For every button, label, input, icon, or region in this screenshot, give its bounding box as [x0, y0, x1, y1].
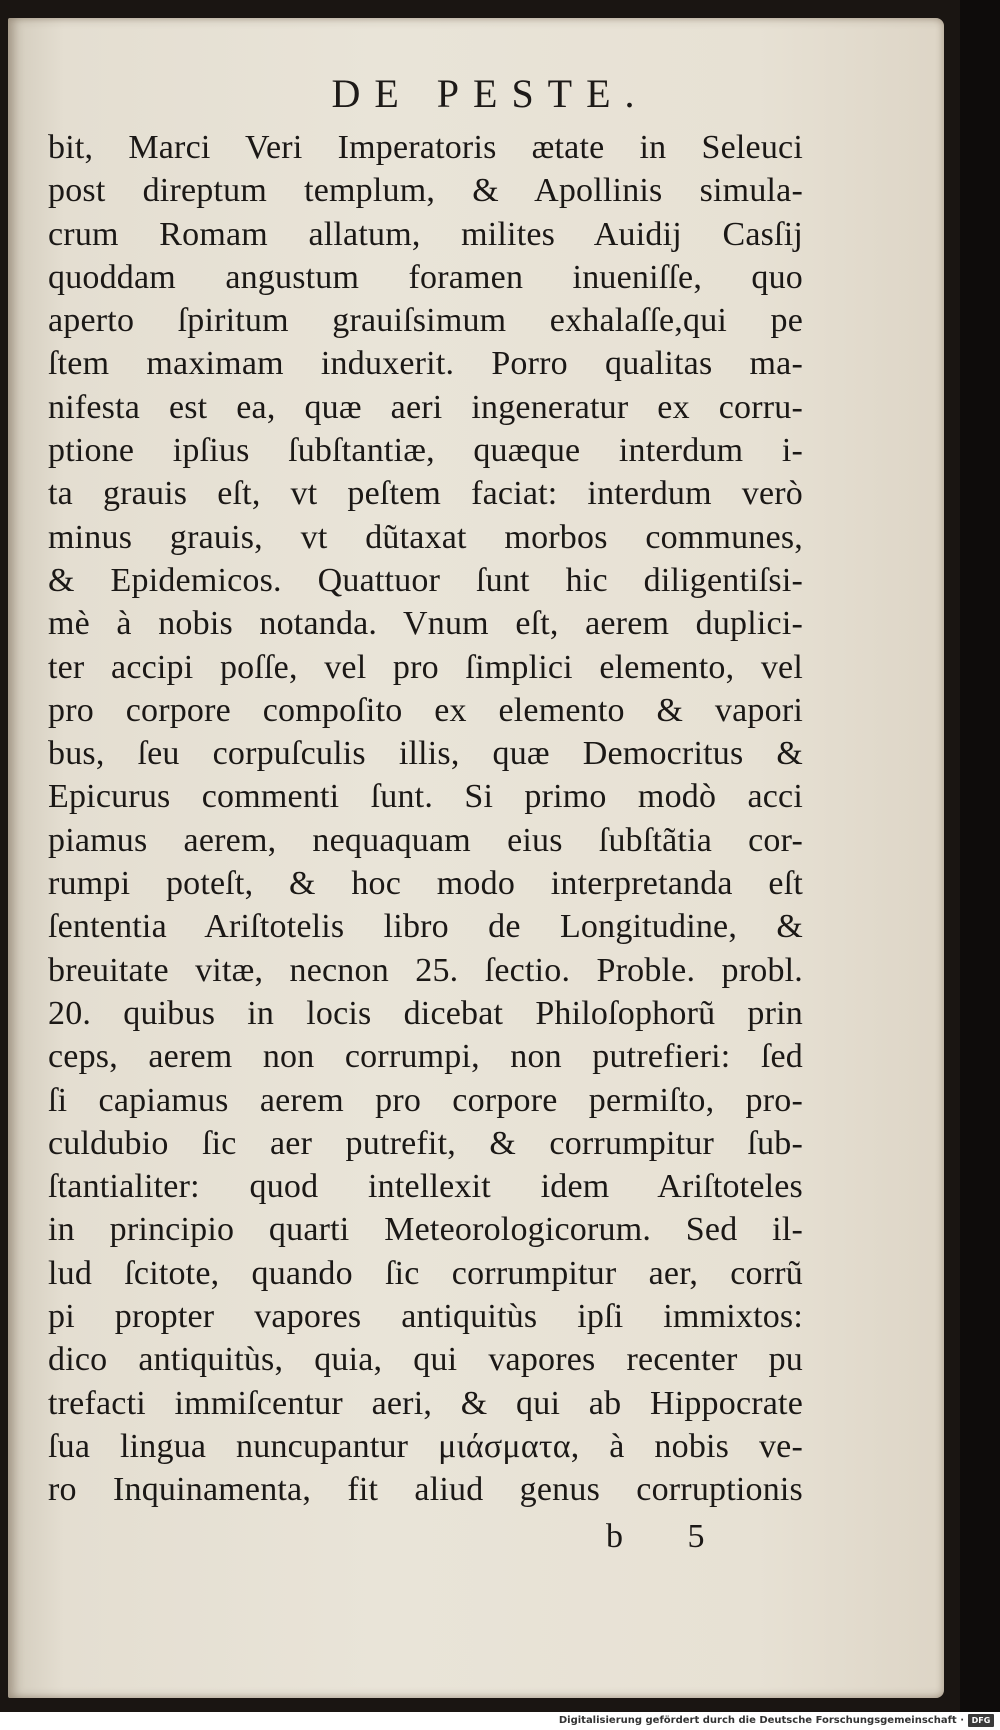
text-line: crum Romam allatum, milites Auidij Casſij: [48, 215, 803, 253]
text-line: bus, ſeu corpuſculis illis, quæ Democritus &: [48, 735, 803, 773]
text-line: nifesta est ea, quæ aeri ingeneratur ex corru-: [48, 388, 803, 426]
text-line: dico antiquitùs, quia, qui vapores recenter pu: [48, 1341, 803, 1379]
text-line: ſua lingua nuncupantur μιάσματα, à nobis ve-: [48, 1427, 803, 1465]
text-line: ſententia Ariſtotelis libro de Longitudine, &: [48, 908, 803, 946]
text-line: lud ſcitote, quando ſic corrumpitur aer, corrũ: [48, 1254, 803, 1292]
text-line: ter accipi poſſe, vel pro ſimplici elemento, vel: [48, 648, 803, 686]
body-text: [48, 126, 803, 1512]
dfg-logo: DFG: [968, 1714, 994, 1727]
funding-credit: Digitalisierung gefördert durch die Deutsche Forschungsgemeinschaft ·: [558, 1715, 964, 1726]
text-line: trefacti immiſcentur aeri, & qui ab Hippocrate: [48, 1384, 803, 1422]
text-line: Epicurus commenti ſunt. Si primo modò acci: [48, 778, 803, 816]
text-line: ceps, aerem non corrumpi, non putrefieri: ſed: [48, 1038, 803, 1076]
text-line: rumpi poteſt, & hoc modo interpretanda eſt: [48, 865, 803, 903]
text-line: mè à nobis notanda. Vnum eſt, aerem duplici-: [48, 605, 803, 643]
running-head: DE PESTE.: [331, 71, 649, 116]
text-line: pro corpore compoſito ex elemento & vapori: [48, 691, 803, 729]
text-line: bit, Marci Veri Imperatoris ætate in Seleuci: [48, 129, 803, 166]
text-line: in principio quarti Meteorologicorum. Sed il-: [48, 1211, 803, 1249]
text-line: piamus aerem, nequaquam eius ſubſtãtia cor-: [48, 821, 803, 859]
book-page: [8, 18, 944, 1698]
text-line: aperto ſpiritum grauiſsimum exhalaſſe,qui pe: [48, 302, 803, 340]
text-line: ſtem maximam induxerit. Porro qualitas ma-: [48, 345, 803, 383]
text-line: pi propter vapores antiquitùs ipſi immixtos:: [48, 1298, 803, 1336]
text-line: 20. quibus in locis dicebat Philoſophorũ prin: [48, 994, 803, 1032]
text-line: & Epidemicos. Quattuor ſunt hic diligentiſsi-: [48, 561, 803, 599]
text-line: ta grauis eſt, vt peſtem faciat: interdum verò: [48, 475, 803, 513]
signature-mark: b 5: [606, 1518, 733, 1555]
text-line: ro Inquinamenta, fit aliud genus corruptionis: [48, 1471, 803, 1509]
text-line: ſtantialiter: quod intellexit idem Ariſtoteles: [48, 1168, 803, 1206]
text-line: minus grauis, vt dũtaxat morbos communes,: [48, 518, 803, 556]
text-line: ſi capiamus aerem pro corpore permiſto, pro-: [48, 1081, 803, 1119]
text-line: culdubio ſic aer putrefit, & corrumpitur ſub-: [48, 1124, 803, 1162]
text-line: breuitate vitæ, necnon 25. ſectio. Proble. probl.: [48, 951, 803, 989]
text-line: post direptum templum, & Apollinis simula-: [48, 172, 803, 210]
text-line: ptione ipſius ſubſtantiæ, quæque interdum i-: [48, 432, 803, 470]
text-line: quoddam angustum foramen inueniſſe, quo: [48, 258, 803, 296]
